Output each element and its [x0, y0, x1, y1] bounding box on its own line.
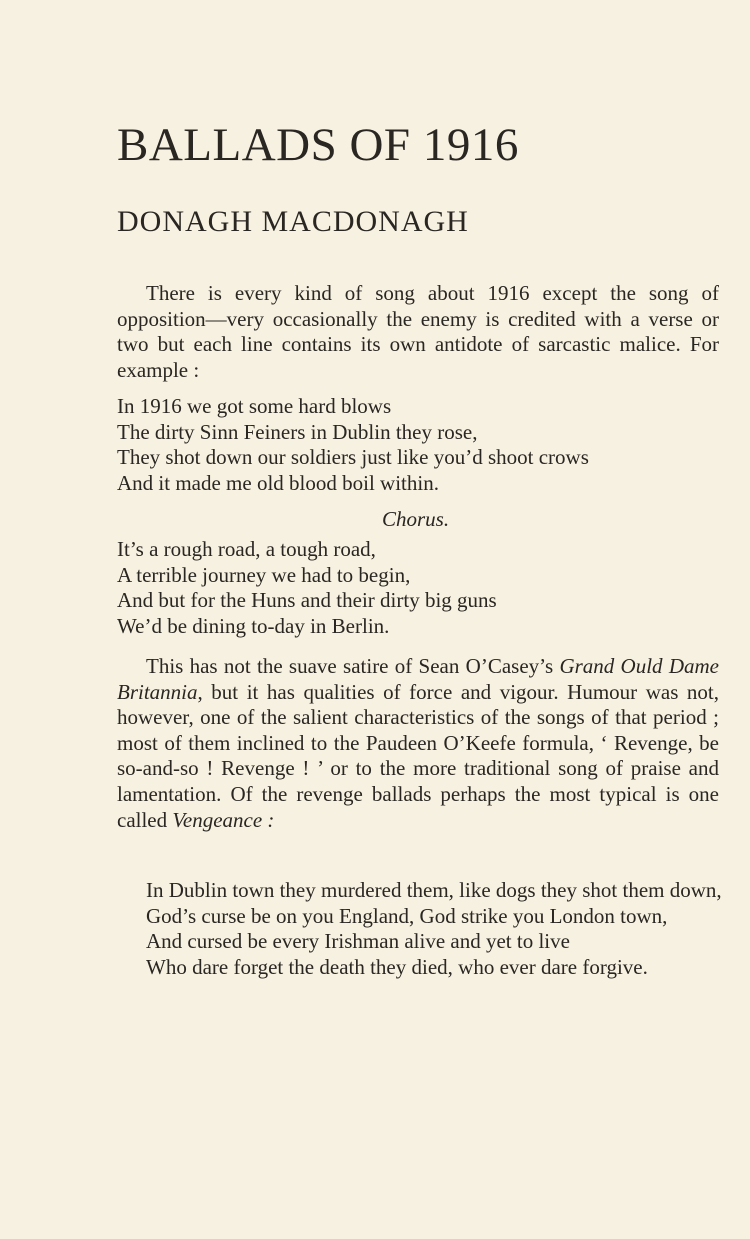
- chorus-line: We’d be dining to-day in Berlin.: [117, 613, 390, 638]
- commentary-text: , but it has qualities of force and vigour. Humour was not, however, one of the salient characteristics of the songs of that period ; most of them inclined to the Paudeen O’Keefe formula, ‘ Revenge, be so-and-so ! Revenge ! ’ or to the more traditional song of praise and lamentation. Of the revenge ballads perhaps the most typical is one called: [117, 679, 719, 832]
- author-name: DONAGH MACDONAGH: [117, 205, 469, 238]
- chorus-line: A terrible journey we had to begin,: [117, 562, 411, 587]
- song-verse: [117, 394, 719, 496]
- vengeance-line: And cursed be every Irishman alive and yet to live: [146, 929, 570, 954]
- chorus-line: It’s a rough road, a tough road,: [117, 537, 376, 561]
- verse-line: They shot down our soldiers just like you’d shoot crows: [117, 445, 589, 470]
- chorus-label: Chorus.: [382, 507, 450, 531]
- work-title-grand-ould-dame: Grand Ould Dame Britannia: [117, 654, 719, 704]
- vengeance-verse: [117, 878, 748, 980]
- page-title: BALLADS OF 1916: [117, 119, 519, 171]
- commentary-paragraph: [117, 654, 719, 833]
- vengeance-line: Who dare forget the death they died, who ever dare forgive.: [146, 954, 648, 979]
- commentary-text: This has not the suave satire of Sean O’Casey’s: [146, 654, 554, 678]
- chorus-verse: [117, 537, 719, 639]
- verse-line: In 1916 we got some hard blows: [117, 394, 392, 418]
- vengeance-line: In Dublin town they murdered them, like dogs they shot them down,: [146, 878, 722, 902]
- verse-line: The dirty Sinn Feiners in Dublin they rose,: [117, 419, 478, 444]
- vengeance-line: God’s curse be on you England, God strike you London town,: [146, 903, 668, 928]
- work-title-vengeance: Vengeance :: [172, 807, 275, 832]
- intro-paragraph: There is every kind of song about 1916 except the song of opposition—very occasionally the enemy is credited with a verse or two but each line contains its own antidote of sarcastic malice. For example :: [117, 281, 719, 382]
- chorus-line: And but for the Huns and their dirty big guns: [117, 588, 497, 613]
- verse-line: And it made me old blood boil within.: [117, 470, 439, 495]
